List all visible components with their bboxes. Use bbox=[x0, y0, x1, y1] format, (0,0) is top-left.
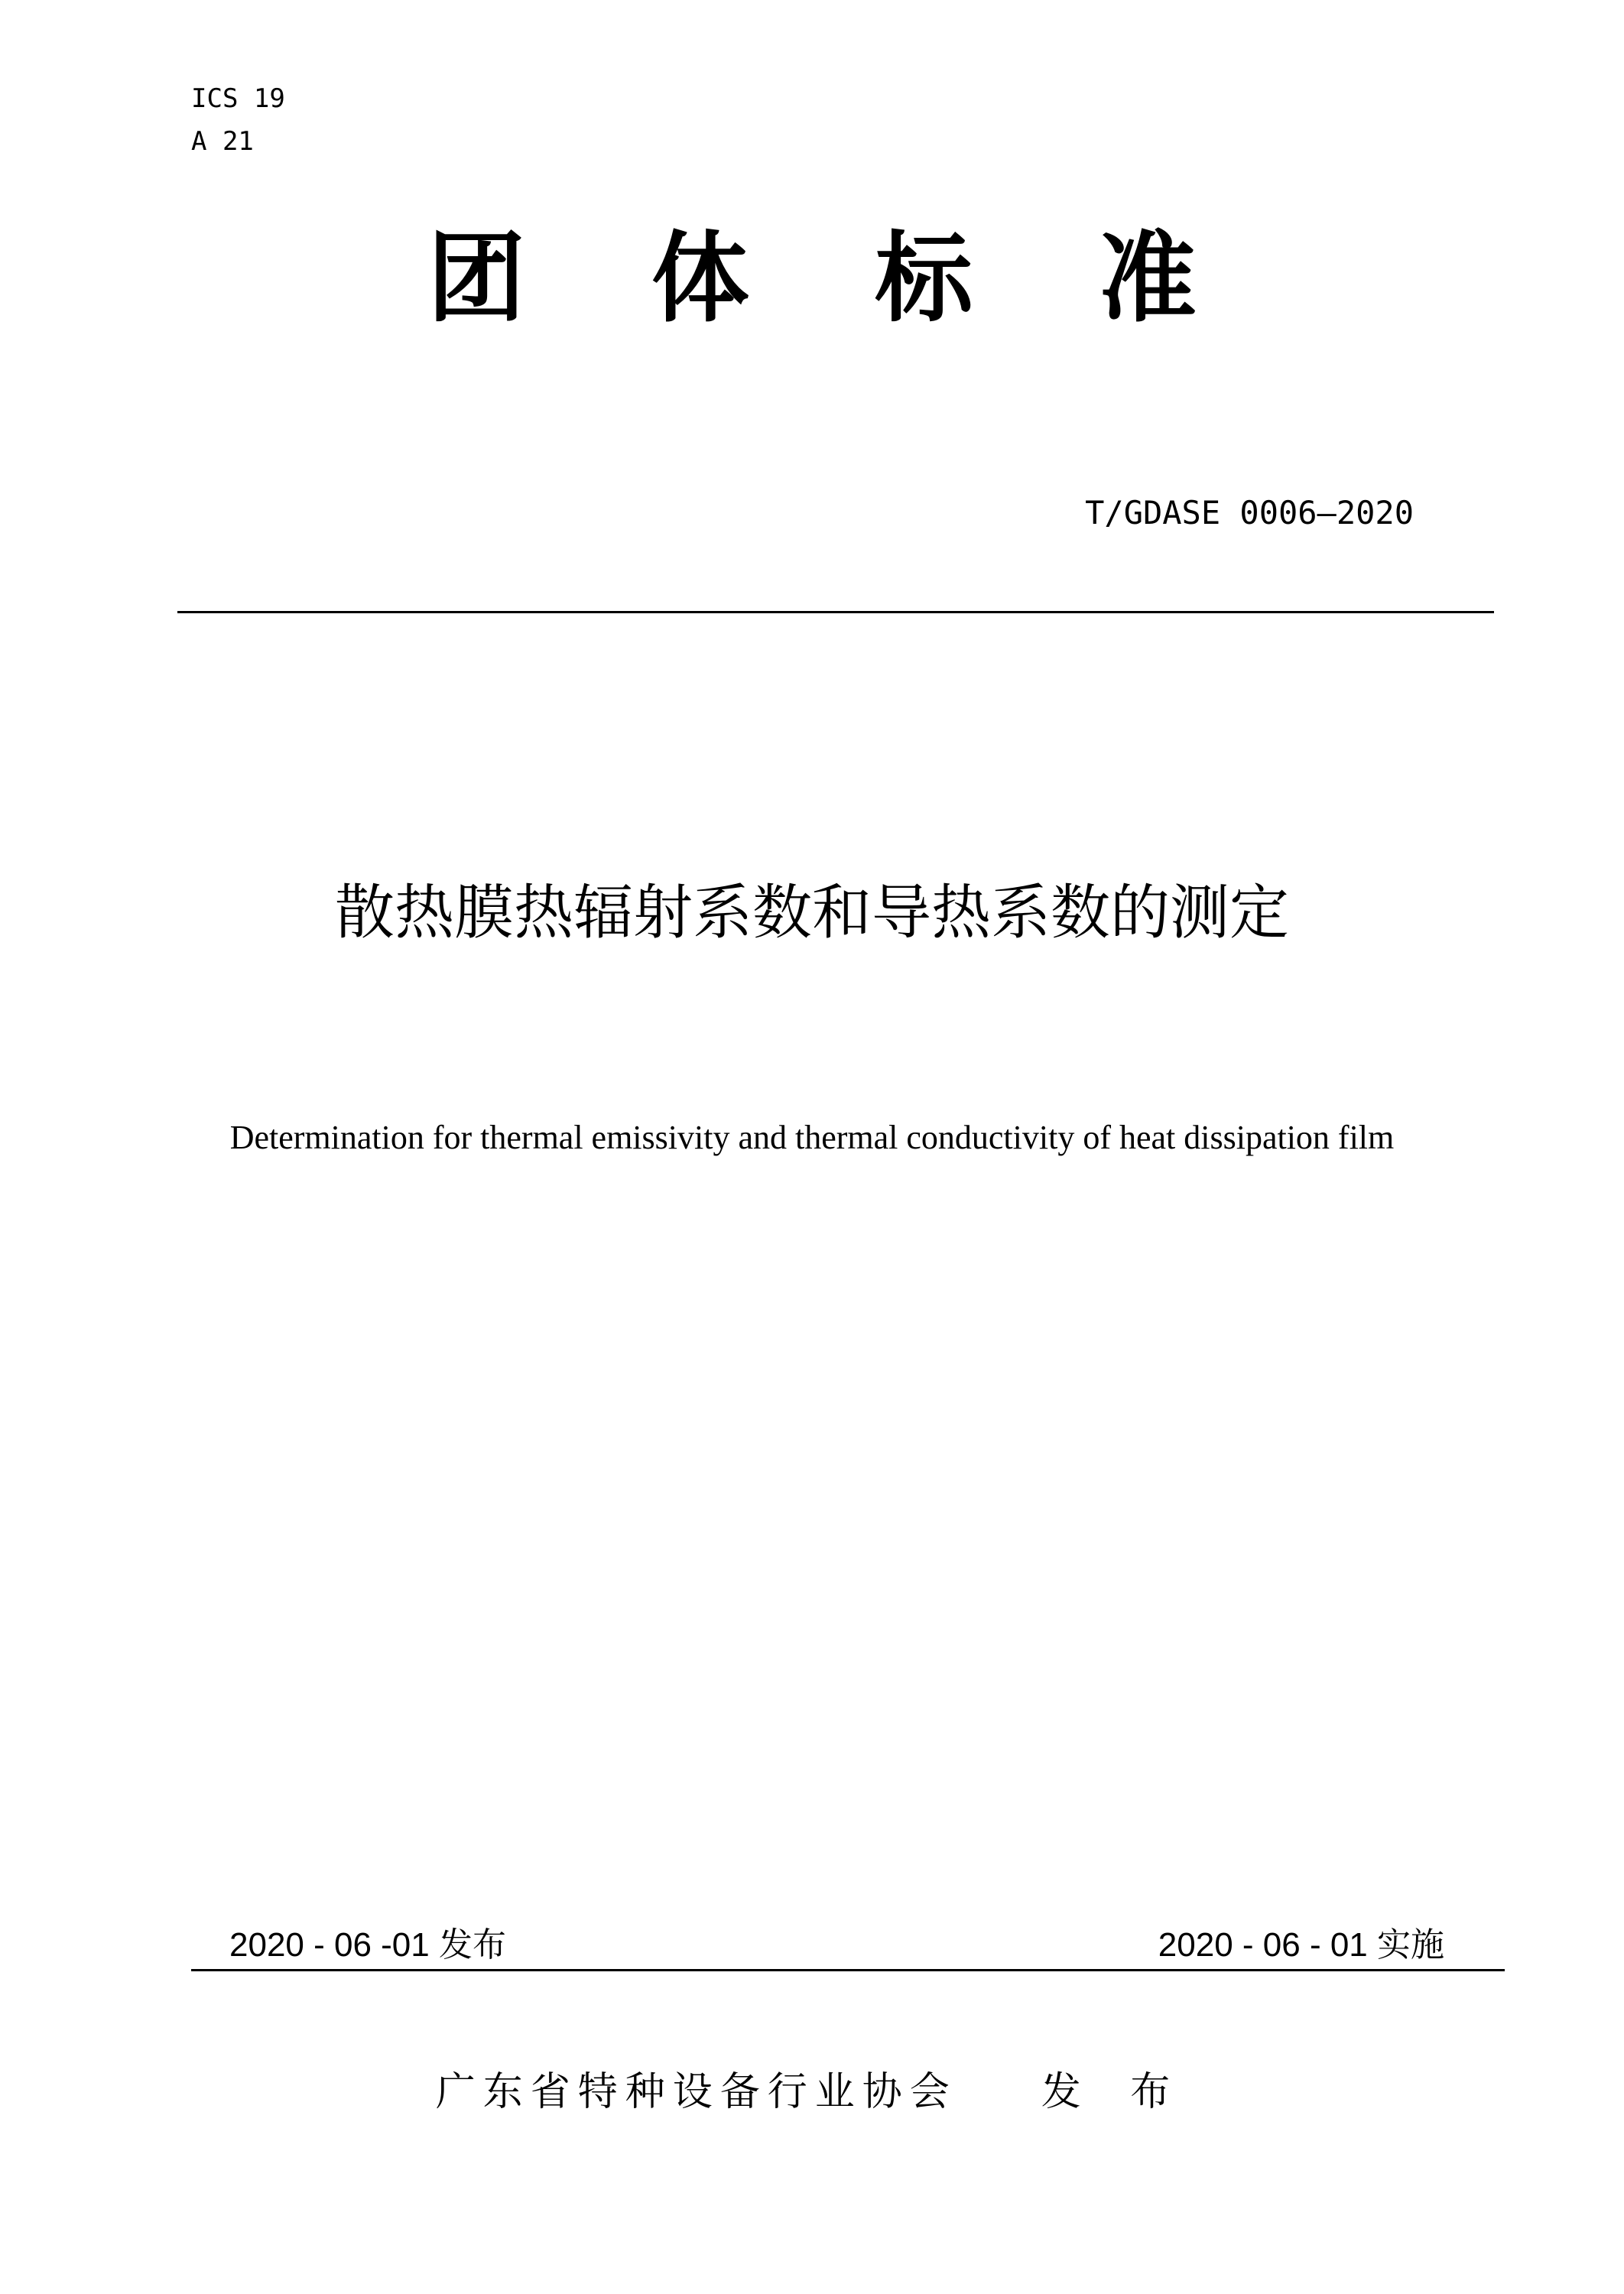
standard-type-heading: 团 体 标 准 bbox=[427, 221, 1242, 336]
issuer-line bbox=[0, 2069, 1624, 2115]
implement-date: 2020 - 06 - 01 实施 bbox=[1158, 1926, 1444, 1964]
title-chinese: 散热膜热辐射系数和导热系数的测定 bbox=[334, 879, 1289, 947]
publish-date: 2020 - 06 -01 发布 bbox=[229, 1926, 506, 1964]
standard-number: T/GDASE 0006—2020 bbox=[1085, 494, 1414, 531]
title-english: Determination for thermal emissivity and thermal conductivity of heat dissipation film bbox=[229, 1119, 1395, 1156]
ccs-code: A 21 bbox=[191, 126, 254, 157]
top-divider bbox=[177, 611, 1494, 613]
bottom-divider bbox=[191, 1969, 1505, 1971]
issue-action: 发 布 bbox=[1041, 2069, 1189, 2115]
issuer-name: 广东省特种设备行业协会 bbox=[435, 2069, 957, 2115]
ics-code: ICS 19 bbox=[191, 83, 285, 114]
